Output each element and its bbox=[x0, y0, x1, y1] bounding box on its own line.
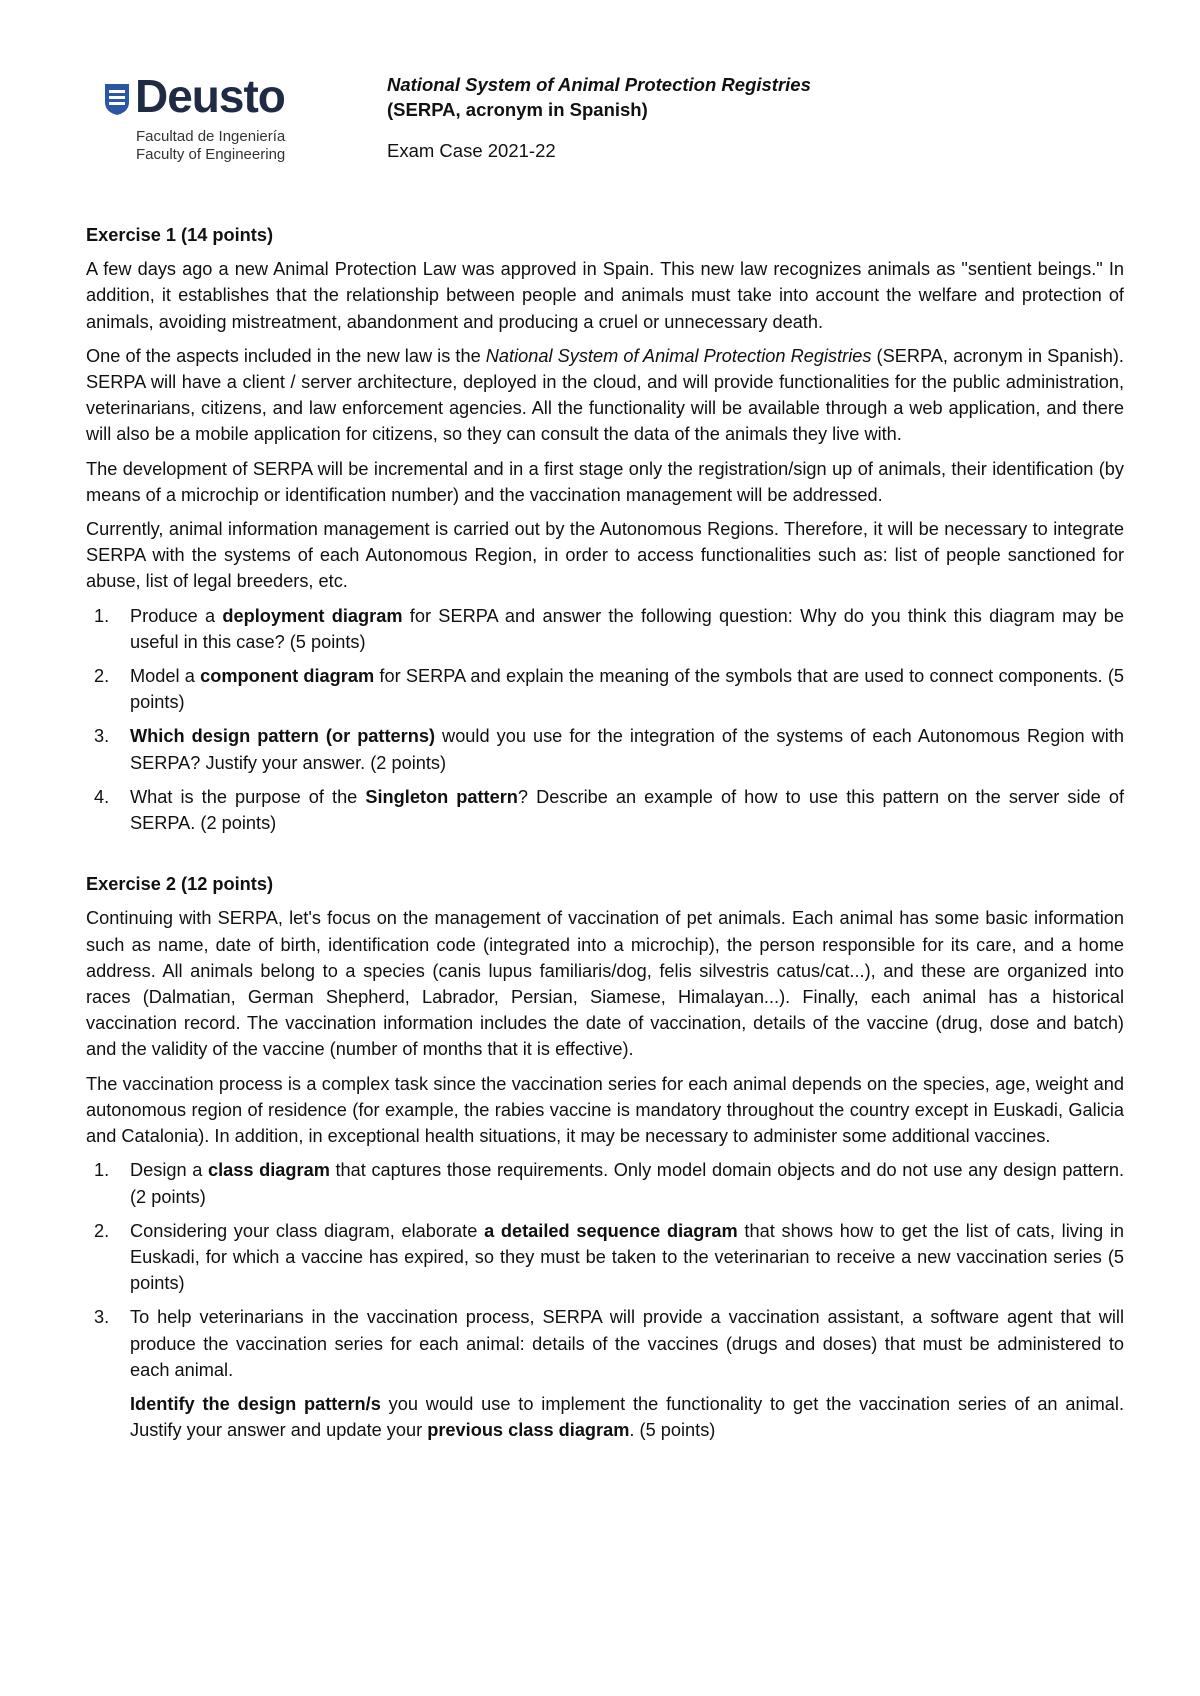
question-text: you would use to implement the functionality to get the vaccination series of an animal. Justify your answer and update your bbox=[130, 1393, 1125, 1441]
exercise-2-paragraph-1: Continuing with SERPA, let's focus on the management of vaccination of pet animals. Each animal has some basic information such as name, date of birth, identification code (integrated into a microchip), the person responsible for its care, and a home address. All animals belong to a species (canis lupus familiaris/dog, felis silvestris catus/cat...), and these are organized into races (Dalmatian, German Shepherd, Labrador, Persian, Siamese, Himalayan...). Finally, each animal has a historical vaccination record. The vaccination information includes the date of vaccination, details of the vaccine (drug, dose and batch) and the validity of the vaccine (number of months that it is effective). bbox=[86, 908, 1124, 1060]
question-text: ? Describe an example of how to use this pattern on the server side of SERPA. (2 points) bbox=[130, 786, 1124, 834]
question-number: 4. bbox=[94, 786, 110, 807]
question-keyword: Identify the design pattern/s bbox=[130, 1393, 381, 1414]
deusto-shield-icon bbox=[103, 82, 131, 116]
paragraph-text: One of the aspects included in the new law is the bbox=[86, 345, 486, 366]
question-number: 3. bbox=[94, 726, 110, 747]
exercise-1-paragraph-1: A few days ago a new Animal Protection Law was approved in Spain. This new law recognizes animals as "sentient beings." In addition, it establishes that the relationship between people and animals must take into account the welfare and protection of animals, avoiding mistreatment, abandonment and producing a cruel or unnecessary death. bbox=[86, 259, 1124, 332]
question-text: that shows how to get the list of cats, living in Euskadi, for which a vaccine has expired, so they must be taken to the veterinarian to receive a new vaccination series (5 points) bbox=[130, 1220, 1124, 1294]
question-keyword: Singleton pattern bbox=[365, 786, 518, 807]
question-text: would you use for the integration of the systems of each Autonomous Region with SERPA? Justify your answer. (2 points) bbox=[130, 726, 1124, 773]
question-item bbox=[86, 663, 1124, 715]
question-keyword: component diagram bbox=[200, 666, 375, 687]
exercise-1-paragraph-3: The development of SERPA will be incremental and in a first stage only the registration/sign up of animals, their identification (by means of a microchip or identification number) and the vaccination management will be addressed. bbox=[86, 458, 1124, 505]
question-keyword: previous class diagram bbox=[427, 1420, 630, 1441]
question-item bbox=[86, 723, 1124, 775]
question-text: Considering your class diagram, elaborate bbox=[130, 1220, 485, 1241]
question-keyword: class diagram bbox=[207, 1160, 330, 1181]
exam-content bbox=[86, 222, 1124, 1451]
section-spacer bbox=[86, 844, 1124, 871]
question-item bbox=[86, 1218, 1124, 1297]
logo-subtitle-es: Facultad de Ingeniería bbox=[136, 128, 286, 145]
exercise-1-paragraph-2 bbox=[86, 343, 1124, 448]
question-number: 2. bbox=[94, 1220, 110, 1241]
exercise-1-paragraph-4: Currently, animal information management is carried out by the Autonomous Regions. Therefore, it will be necessary to integrate SERPA with the systems of each Autonomous Region, in order to access functionalities such as: list of people sanctioned for abuse, list of legal breeders, etc. bbox=[86, 519, 1124, 592]
deusto-logo bbox=[103, 70, 303, 166]
question-text: . (5 points) bbox=[629, 1420, 716, 1441]
question-text: To help veterinarians in the vaccination process, SERPA will provide a vaccination assistant, a software agent that will produce the vaccination series for each animal: details of the vaccines (drugs and doses) that must be administered to each animal. bbox=[130, 1307, 1124, 1380]
exercise-2-paragraph-2: The vaccination process is a complex task since the vaccination series for each animal depends on the species, age, weight and autonomous region of residence (for example, the rabies vaccine is mandatory throughout the country except in Euskadi, Galicia and Catalonia). In addition, in exceptional health situations, it may be necessary to administer some additional vaccines. bbox=[86, 1073, 1124, 1147]
exam-case-label: Exam Case 2021-22 bbox=[387, 140, 556, 161]
document-header bbox=[387, 72, 987, 163]
question-number: 2. bbox=[94, 666, 110, 687]
logo-wordmark: Deusto bbox=[135, 70, 285, 122]
logo-subtitle-en: Faculty of Engineering bbox=[136, 146, 286, 163]
question-number: 1. bbox=[94, 605, 110, 626]
question-item bbox=[86, 603, 1124, 655]
question-number: 1. bbox=[94, 1160, 110, 1181]
question-text: for SERPA and explain the meaning of the symbols that are used to connect components. (5 points) bbox=[130, 666, 1125, 713]
question-keyword: deployment diagram bbox=[222, 605, 403, 626]
paragraph-text: (SERPA, acronym in Spanish). SERPA will have a client / server architecture, deployed in the cloud, and will provide functionalities for the public administration, veterinarians, citizens, and law enforcement agencies. All the functionality will be available through a web application, and there will also be a mobile application for citizens, so they can consult the data of the animals they live with. bbox=[86, 345, 1124, 445]
question-text: Produce a bbox=[130, 605, 223, 626]
question-text: that captures those requirements. Only model domain objects and do not use any design pattern. (2 points) bbox=[130, 1160, 1124, 1207]
exercise-1-title: Exercise 1 (14 points) bbox=[86, 225, 274, 245]
document-acronym: (SERPA, acronym in Spanish) bbox=[387, 99, 648, 120]
question-number: 3. bbox=[94, 1307, 110, 1328]
question-keyword: Which design pattern (or patterns) bbox=[130, 726, 436, 747]
question-subparagraph bbox=[130, 1391, 1124, 1443]
question-item bbox=[86, 1157, 1124, 1209]
question-text: Model a bbox=[130, 666, 201, 687]
question-text: What is the purpose of the bbox=[130, 786, 366, 807]
question-item bbox=[86, 1304, 1124, 1443]
serpa-full-name: National System of Animal Protection Registries bbox=[485, 345, 872, 366]
question-item bbox=[86, 784, 1124, 836]
exercise-2-title: Exercise 2 (12 points) bbox=[86, 874, 274, 895]
document-title: National System of Animal Protection Registries bbox=[387, 74, 811, 95]
question-keyword: a detailed sequence diagram bbox=[484, 1220, 738, 1241]
question-text: for SERPA and answer the following question: Why do you think this diagram may be useful in this case? (5 points) bbox=[130, 605, 1125, 652]
question-text: Design a bbox=[130, 1160, 208, 1181]
exercise-1-questions bbox=[86, 603, 1124, 837]
exercise-2-questions bbox=[86, 1157, 1124, 1443]
